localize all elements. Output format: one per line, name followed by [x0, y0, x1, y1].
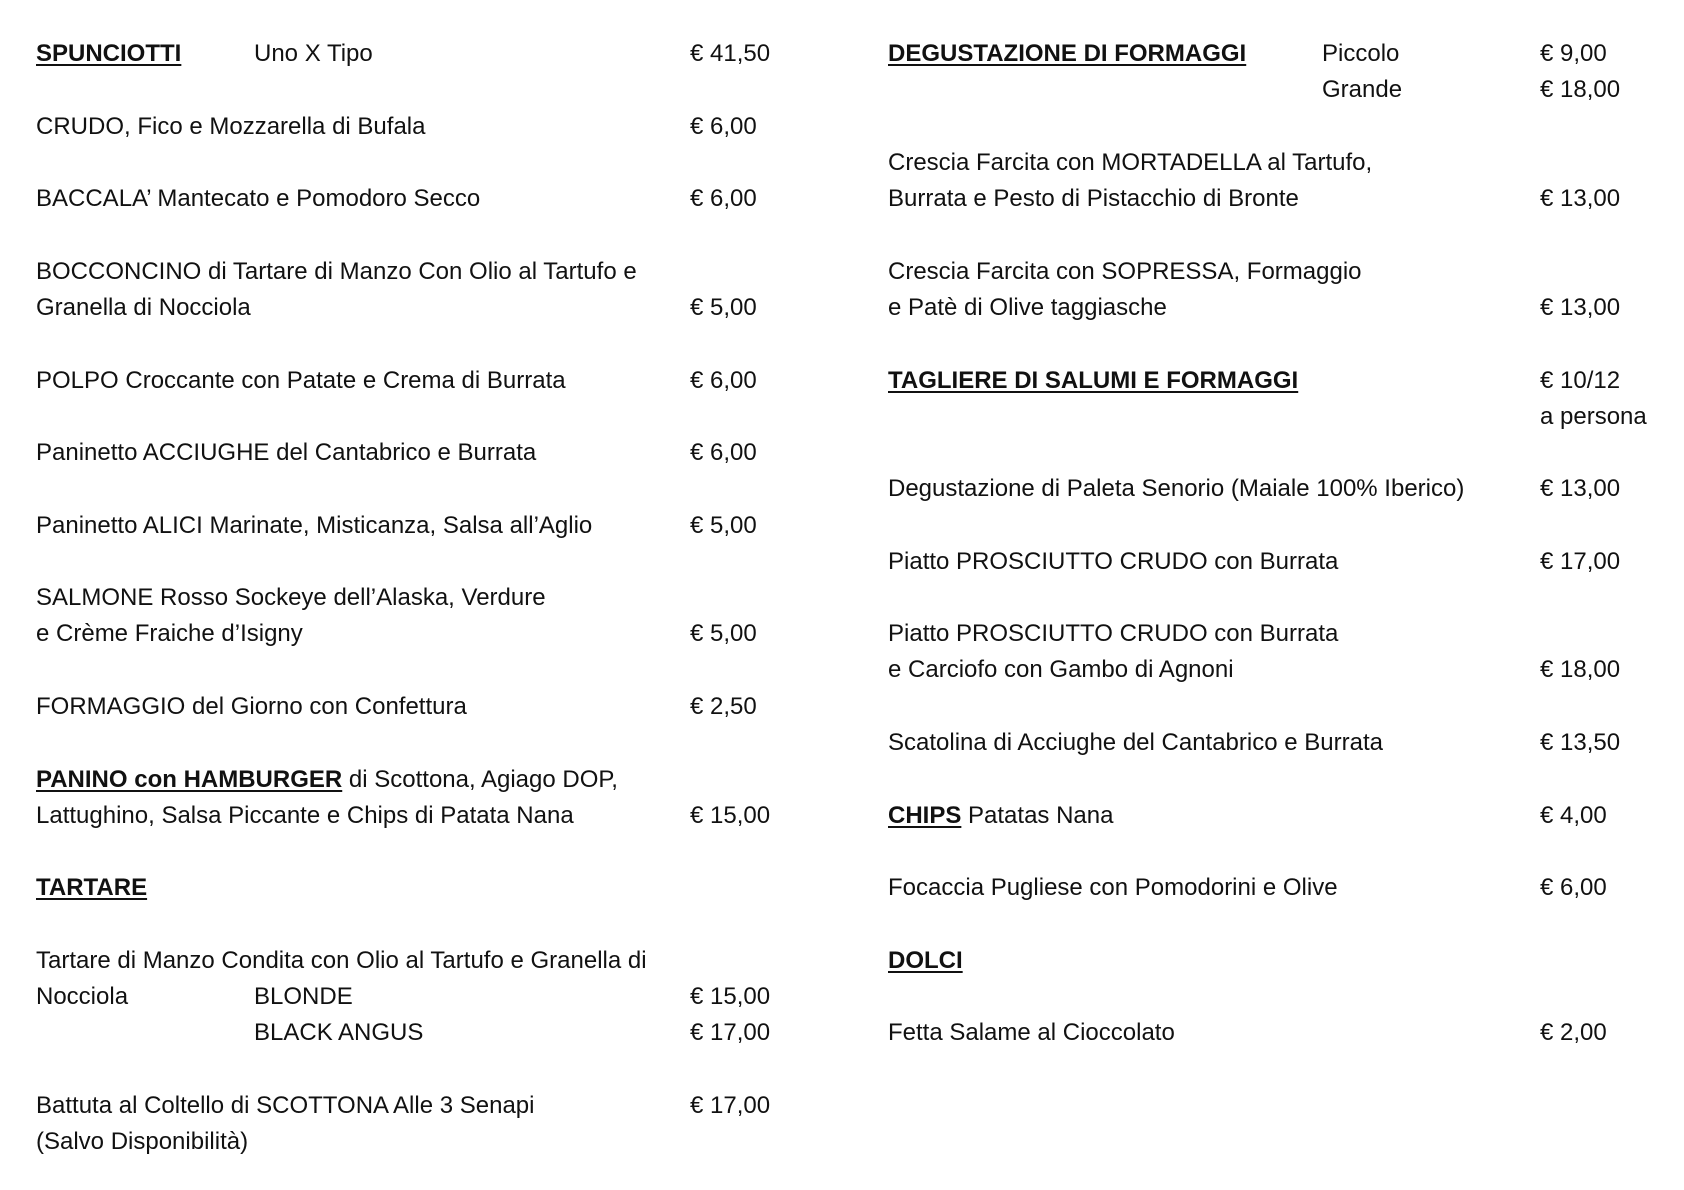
chips-item: [888, 798, 1113, 834]
chips-title: CHIPS: [888, 802, 962, 829]
taglieri-title: TAGLIERE DI SALUMI E FORMAGGI: [888, 367, 1299, 394]
degustazione-title: DEGUSTAZIONE DI FORMAGGI: [888, 40, 1247, 67]
crescia-mortadella-line2: Burrata e Pesto di Pistacchio di Bronte: [888, 185, 1299, 212]
tartare-line1: Tartare di Manzo Condita con Olio al Tartufo e Granella di: [36, 947, 647, 974]
tartare-price-black-angus: € 17,00: [690, 1019, 771, 1046]
panino-line2: Lattughino, Salsa Piccante e Chips di Patata Nana: [36, 802, 574, 829]
prosciutto-burrata-name: Piatto PROSCIUTTO CRUDO con Burrata: [888, 548, 1339, 575]
baccala-desc: Mantecato e Pomodoro Secco: [150, 185, 481, 212]
tartare-option-blonde: BLONDE: [254, 983, 353, 1010]
fetta-salame-price: € 2,00: [1540, 1019, 1607, 1046]
tartare-line2: Nocciola: [36, 983, 129, 1010]
polpo-name: POLPO: [36, 367, 119, 394]
bocconcino-line1: BOCCONCINO di Tartare di Manzo Con Olio al Tartufo e: [36, 258, 637, 285]
baccala-name: BACCALA’: [36, 185, 151, 212]
paleta-name: Degustazione di Paleta Senorio (Maiale 100% Iberico): [888, 475, 1465, 502]
crescia-sopressa-price: € 13,00: [1540, 294, 1621, 321]
crudo-desc: , Fico e Mozzarella di Bufala: [124, 113, 426, 140]
alici-name: Paninetto ALICI Marinate, Misticanza, Salsa all’Aglio: [36, 512, 593, 539]
prosciutto-carciofo-line1: Piatto PROSCIUTTO CRUDO con Burrata: [888, 620, 1339, 647]
dolci-heading: DOLCI: [888, 947, 963, 974]
crescia-mortadella-price: € 13,00: [1540, 185, 1621, 212]
focaccia-name: Focaccia Pugliese con Pomodorini e Olive: [888, 874, 1338, 901]
focaccia-price: € 6,00: [1540, 874, 1607, 901]
tartare-option-black-angus: BLACK ANGUS: [254, 1019, 424, 1046]
crescia-mortadella-line1: Crescia Farcita con MORTADELLA al Tartufo,: [888, 149, 1373, 176]
formaggio-name: FORMAGGIO del Giorno con Confettura: [36, 693, 467, 720]
panino-title: PANINO con HAMBURGER: [36, 766, 343, 793]
tartare-price-blonde: € 15,00: [690, 983, 771, 1010]
alici-price: € 5,00: [690, 512, 757, 539]
battuta-line2: (Salvo Disponibilità): [36, 1128, 249, 1155]
spunciotti-price: € 41,50: [690, 40, 771, 67]
polpo-item: [36, 363, 566, 399]
panino-desc: di Scottona, Agiago DOP,: [342, 766, 618, 793]
spunciotti-desc: Uno X Tipo: [254, 40, 373, 67]
chips-price: € 4,00: [1540, 802, 1607, 829]
salmone-line2: e Crème Fraiche d’Isigny: [36, 620, 303, 647]
prosciutto-carciofo-price: € 18,00: [1540, 656, 1621, 683]
panino-line1: [36, 762, 618, 798]
prosciutto-burrata-price: € 17,00: [1540, 548, 1621, 575]
battuta-price: € 17,00: [690, 1092, 771, 1119]
degustazione-price-grande: € 18,00: [1540, 76, 1621, 103]
scatolina-name: Scatolina di Acciughe del Cantabrico e Burrata: [888, 729, 1383, 756]
acciughe-price: € 6,00: [690, 439, 757, 466]
polpo-desc: Croccante con Patate e Crema di Burrata: [118, 367, 566, 394]
acciughe-name: Paninetto ACCIUGHE del Cantabrico e Burrata: [36, 439, 537, 466]
degustazione-size-grande: Grande: [1322, 76, 1403, 103]
taglieri-price: € 10/12: [1540, 367, 1621, 394]
tartare-heading: TARTARE: [36, 874, 148, 901]
formaggio-price: € 2,50: [690, 693, 757, 720]
bocconcino-price: € 5,00: [690, 294, 757, 321]
paleta-price: € 13,00: [1540, 475, 1621, 502]
degustazione-size-piccolo: Piccolo: [1322, 40, 1400, 67]
battuta-line1: Battuta al Coltello di SCOTTONA Alle 3 Senapi: [36, 1092, 535, 1119]
crudo-name: CRUDO: [36, 113, 124, 140]
crescia-sopressa-line2: e Patè di Olive taggiasche: [888, 294, 1167, 321]
spunciotti-title: SPUNCIOTTI: [36, 40, 182, 67]
salmone-price: € 5,00: [690, 620, 757, 647]
prosciutto-carciofo-line2: e Carciofo con Gambo di Agnoni: [888, 656, 1234, 683]
baccala-price: € 6,00: [690, 185, 757, 212]
taglieri-per-person: a persona: [1540, 403, 1647, 430]
bocconcino-line2: Granella di Nocciola: [36, 294, 251, 321]
crudo-item: [36, 109, 425, 145]
crescia-sopressa-line1: Crescia Farcita con SOPRESSA, Formaggio: [888, 258, 1362, 285]
scatolina-price: € 13,50: [1540, 729, 1621, 756]
fetta-salame-name: Fetta Salame al Cioccolato: [888, 1019, 1175, 1046]
salmone-line1: SALMONE Rosso Sockeye dell’Alaska, Verdure: [36, 584, 546, 611]
polpo-price: € 6,00: [690, 367, 757, 394]
crudo-price: € 6,00: [690, 113, 757, 140]
chips-desc: Patatas Nana: [961, 802, 1114, 829]
degustazione-price-piccolo: € 9,00: [1540, 40, 1607, 67]
baccala-item: [36, 181, 480, 217]
panino-price: € 15,00: [690, 802, 771, 829]
